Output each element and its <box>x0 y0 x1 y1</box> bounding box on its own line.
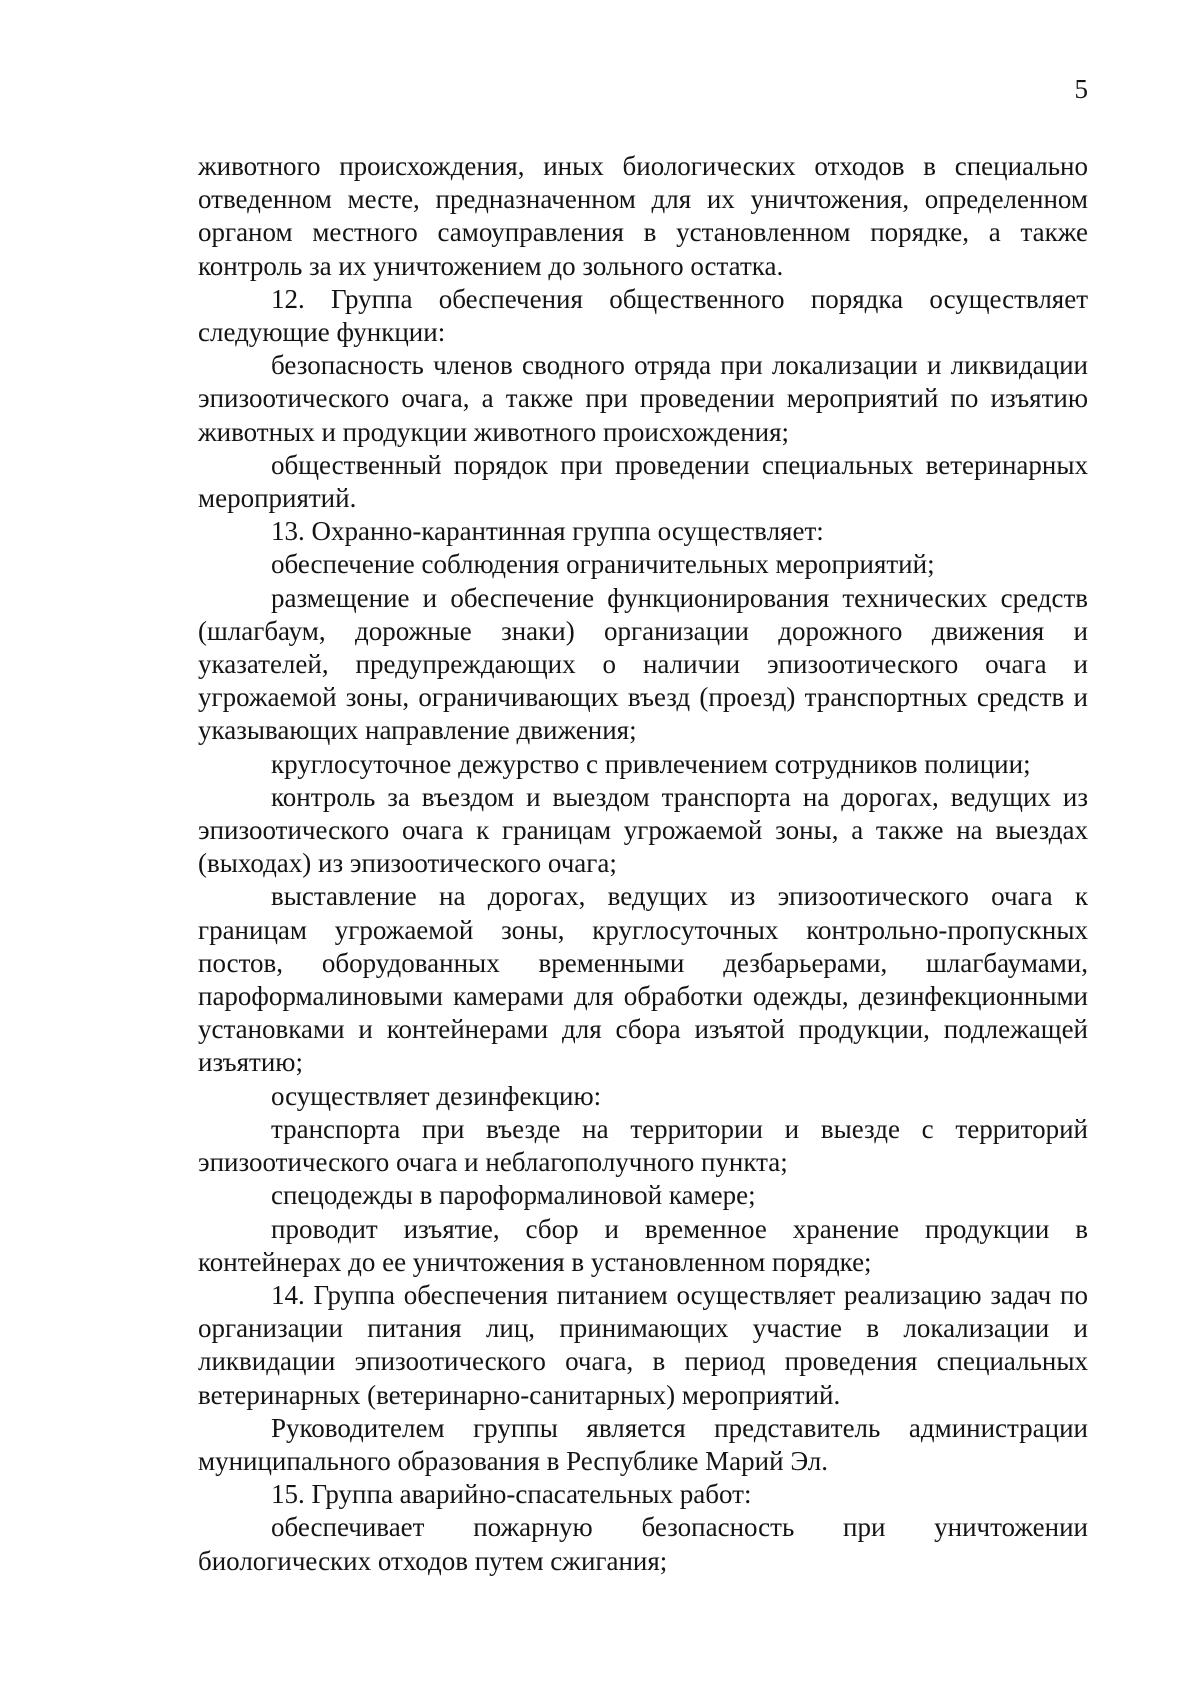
page-number: 5 <box>1074 74 1088 104</box>
paragraph: круглосуточное дежурство с привлечением сотрудников полиции; <box>271 748 1031 779</box>
paragraph: осуществляет дезинфекцию: <box>271 1080 602 1111</box>
paragraph: спецодежды в пароформалиновой камере; <box>271 1180 756 1211</box>
paragraph: 12. Группа обеспечения общественного порядка осуществляет следующие функции: <box>198 283 1088 348</box>
document-body <box>198 150 1088 1578</box>
paragraph: выставление на дорогах, ведущих из эпизоотического очага к границам угрожаемой зоны, круглосуточных контрольно-пропускных постов, оборудованных временными дезбарьерами, шлагбаумами, пароформалиновыми камерами для обработки одежды, дезинфекционными установками и контейнерами для сбора изъятой продукции, подлежащей изъятию; <box>198 881 1088 1078</box>
paragraph: общественный порядок при проведении специальных ветеринарных мероприятий. <box>198 449 1088 514</box>
paragraph: 15. Группа аварийно-спасательных работ: <box>271 1479 752 1510</box>
paragraph: безопасность членов сводного отряда при локализации и ликвидации эпизоотического очага, а также при проведении мероприятий по изъятию животных и продукции животного происхождения; <box>198 350 1088 447</box>
paragraph: транспорта при въезде на территории и выезде с территорий эпизоотического очага и неблагополучного пункта; <box>198 1113 1088 1178</box>
paragraph: размещение и обеспечение функционирования технических средств (шлагбаум, дорожные знаки) организации дорожного движения и указателей, предупреждающих о наличии эпизоотического очага и угрожаемой зоны, ограничивающих въезд (проезд) транспортных средств и указывающих направление движения; <box>198 582 1088 746</box>
paragraph: обеспечение соблюдения ограничительных мероприятий; <box>271 549 935 580</box>
paragraph: 14. Группа обеспечения питанием осуществляет реализацию задач по организации питания лиц, принимающих участие в локализации и ликвидации эпизоотического очага, в период проведения специальных ветеринарных (ветеринарно-санитарных) мероприятий. <box>198 1279 1088 1410</box>
paragraph: животного происхождения, иных биологических отходов в специально отведенном месте, предназначенном для их уничтожения, определенном органом местного самоуправления в установленном порядке, а также контроль за их уничтожением до зольного остатка. <box>198 151 1088 281</box>
paragraph: проводит изъятие, сбор и временное хранение продукции в контейнерах до ее уничтожения в установленном порядке; <box>198 1213 1088 1277</box>
paragraph: обеспечивает пожарную безопасность при уничтожении биологических отходов путем сжигания; <box>198 1512 1088 1576</box>
paragraph: 13. Охранно-карантинная группа осуществляет: <box>271 516 824 547</box>
paragraph: Руководителем группы является представитель администрации муниципального образования в Республике Марий Эл. <box>198 1412 1088 1476</box>
paragraph: контроль за въездом и выездом транспорта на дорогах, ведущих из эпизоотического очага к границам угрожаемой зоны, а также на выездах (выходах) из эпизоотического очага; <box>198 781 1088 879</box>
